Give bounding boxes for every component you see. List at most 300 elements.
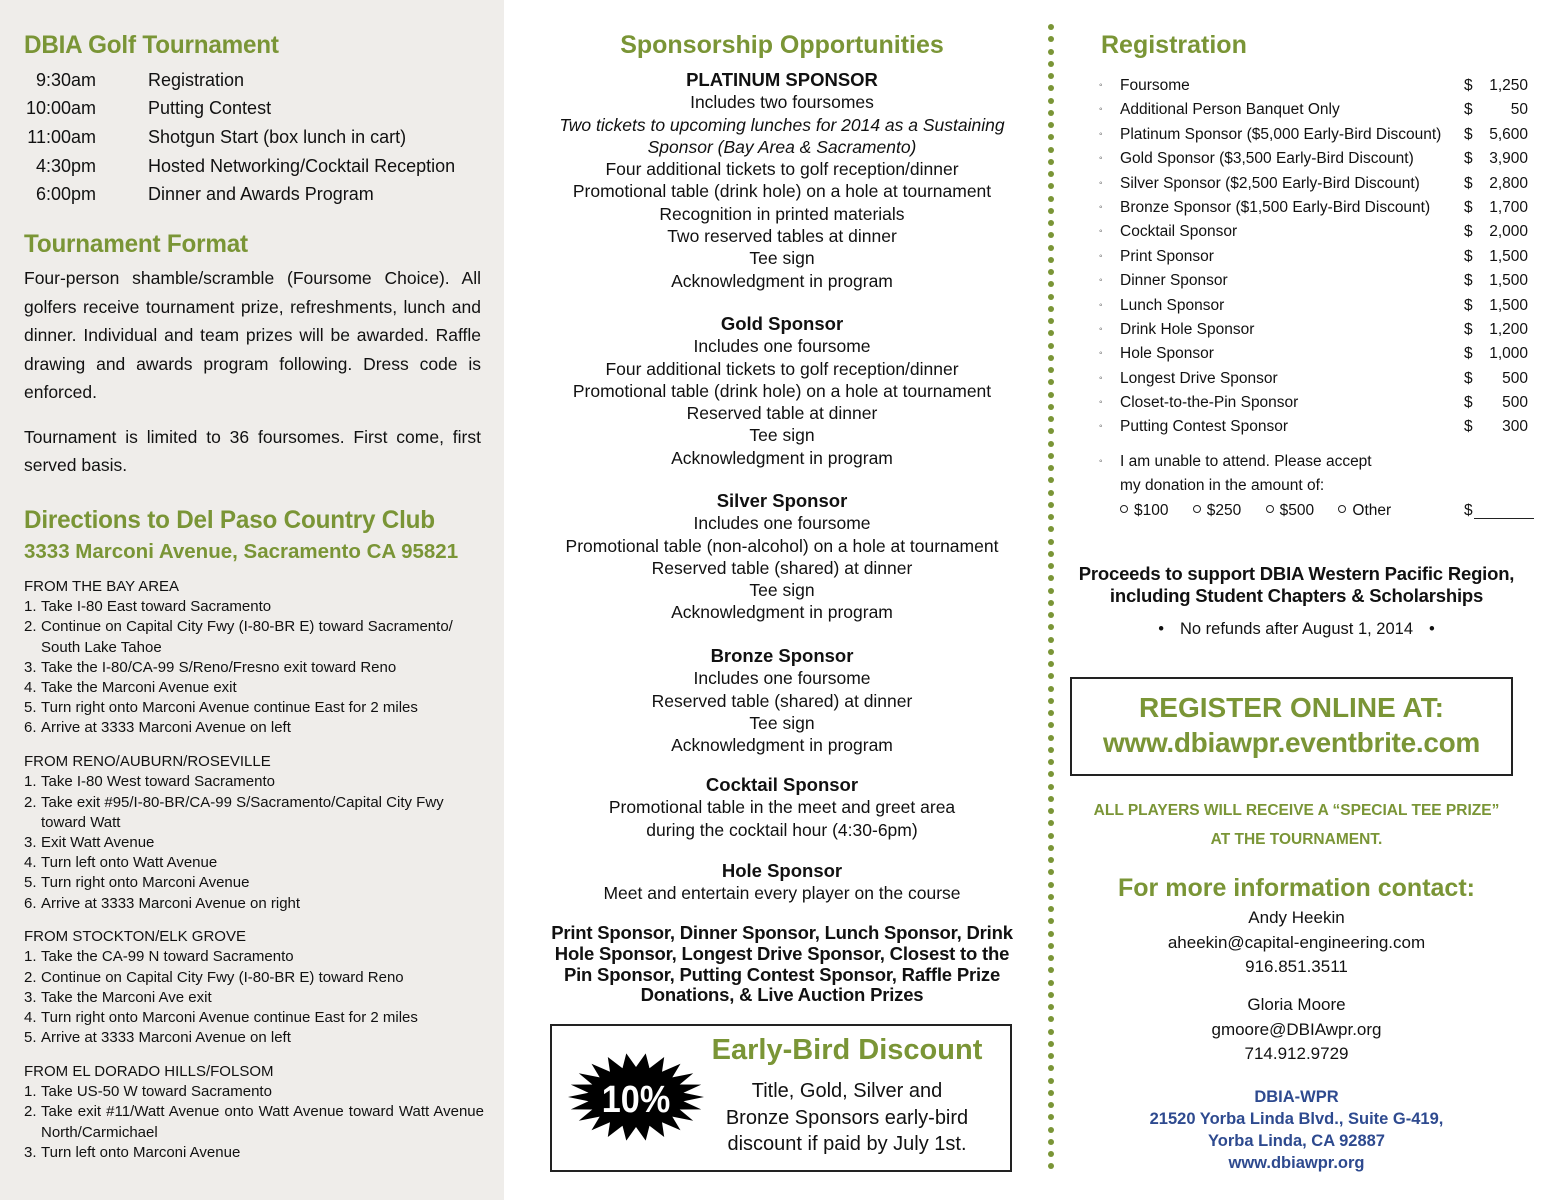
checkbox-bullet-icon[interactable]: ◦ [1099,348,1103,360]
directions-step [24,1028,484,1048]
sponsor-benefit: Tee sign [749,580,815,601]
divider-dot [1048,955,1054,961]
register-online-label: REGISTER ONLINE AT: [1139,692,1444,723]
divider-dot [1048,1090,1054,1096]
divider-dot [1048,980,1054,986]
checkbox-bullet-icon[interactable]: ◦ [1099,80,1103,91]
registration-item[interactable] [1096,294,1536,318]
donation-section [1096,450,1536,523]
step-text: Arrive at 3333 Marconi Avenue on left [41,719,291,737]
step-text: Exit Watt Avenue [41,833,155,851]
divider-dot [1048,1139,1054,1145]
divider-dot [1048,563,1054,569]
sponsor-platinum [545,69,1019,292]
registration-item-amount: 1,500 [1489,272,1528,290]
directions-heading: FROM THE BAY AREA [24,578,180,595]
sponsor-benefit: Tee sign [749,712,815,733]
divider-dot [1048,869,1054,875]
divider-dot [1048,882,1054,888]
step-number: 5. [24,699,37,717]
sponsor-benefit: Promotional table in the meet and greet area [608,797,956,818]
step-number: 3. [24,658,37,676]
step-number: 2. [24,793,37,811]
contact-email[interactable]: aheekin@capital-engineering.com [1167,932,1426,952]
divider-dot [1048,698,1054,704]
step-text: Take exit #95/I-80-BR/CA-99 S/Sacramento/Capital City Fwy toward Watt [41,793,444,831]
registration-item[interactable] [1096,220,1536,244]
starburst-icon [566,1052,706,1142]
sponsor-benefit: Sponsor (Bay Area & Sacramento) [647,136,917,157]
divider-dot [1048,649,1054,655]
registration-item[interactable] [1096,415,1536,439]
directions-step [24,678,484,698]
contact-email[interactable]: gmoore@DBIAwpr.org [1211,1019,1382,1039]
registration-item[interactable] [1096,196,1536,220]
early-bird-line: discount if paid by July 1st. [727,1133,967,1155]
checkbox-bullet-icon[interactable]: ◦ [1099,128,1103,140]
schedule-row [24,66,484,95]
sponsor-gold [545,313,1019,469]
registration-item-currency: $ [1464,77,1473,94]
divider-dot [1048,992,1054,998]
radio-icon[interactable] [1266,505,1274,513]
checkbox-bullet-icon[interactable]: ◦ [1099,153,1103,165]
directions-step [24,1102,484,1142]
early-bird-line: Bronze Sponsors early-bird [725,1106,969,1129]
divider-dot [1048,612,1054,618]
divider-dot [1048,208,1054,214]
step-text: Take the Marconi Ave exit [41,988,212,1006]
divider-dot [1048,1016,1054,1022]
donation-option-other[interactable] [1338,499,1391,523]
registration-item-amount: 500 [1502,394,1528,412]
radio-icon[interactable] [1120,505,1128,513]
checkbox-bullet-icon[interactable]: ◦ [1099,456,1103,467]
divider-dot [1048,98,1054,104]
registration-item[interactable] [1096,245,1536,269]
proceeds-line: Proceeds to support DBIA Western Pacific Region, [1078,563,1515,584]
registration-item-amount: 3,900 [1489,150,1528,168]
divider-dot [1048,906,1054,912]
contact-title: For more information contact: [1118,874,1475,902]
checkbox-bullet-icon[interactable]: ◦ [1099,275,1103,287]
donation-option-label: Other [1352,501,1392,519]
directions-step [24,698,484,718]
divider-dot [1048,588,1054,594]
sponsor-benefit: Tee sign [749,425,815,446]
divider-dot [1048,722,1054,728]
divider-dot [1048,477,1054,483]
step-text: Take the CA-99 N toward Sacramento [41,948,294,966]
registration-item-amount: 5,600 [1489,125,1528,143]
directions-step [24,617,484,657]
divider-dot [1048,600,1054,606]
sponsor-benefit: Includes one foursome [693,668,871,689]
divider-dot [1048,637,1054,643]
step-text: Take the I-80/CA-99 S/Reno/Fresno exit toward Reno [41,658,397,676]
organization-website[interactable]: www.dbiawpr.org [1228,1154,1365,1172]
other-sponsorships-line: Hole Sponsor, Longest Drive Sponsor, Closest to the [554,942,1010,964]
divider-dot [1048,771,1054,777]
divider-dot [1048,1102,1054,1108]
directions-group [24,1062,484,1163]
registration-item[interactable] [1096,74,1536,98]
divider-dot [1048,171,1054,177]
step-number: 6. [24,894,37,912]
sponsor-bronze [545,645,1019,756]
registration-item-currency: $ [1464,345,1473,363]
bullet-icon: • [1158,620,1164,638]
divider-dot [1048,404,1054,410]
divider-dot [1048,967,1054,973]
divider-dot [1048,1065,1054,1071]
registration-item-label: Platinum Sponsor ($5,000 Early-Bird Discount) [1120,125,1442,143]
divider-dot [1048,575,1054,581]
divider-dot [1048,367,1054,373]
step-text: Turn right onto Marconi Avenue continue East for 2 miles [41,1009,418,1027]
directions-step [24,1082,484,1102]
divider-dot [1048,220,1054,226]
step-text: Continue on Capital City Fwy (I-80-BR E) toward Sacramento/ South Lake Tahoe [41,618,453,656]
donation-amount-field[interactable] [1474,518,1534,519]
divider-dot [1048,1041,1054,1047]
registration-item-amount: 1,000 [1489,345,1528,363]
registration-item-label: Gold Sponsor ($3,500 Early-Bird Discount) [1120,150,1414,168]
registration-item-currency: $ [1464,369,1473,387]
step-number: 5. [24,1029,37,1047]
donation-option-500[interactable] [1266,499,1314,523]
step-text: Arrive at 3333 Marconi Avenue on left [41,1029,291,1047]
step-number: 2. [24,1103,37,1121]
format-body [24,264,481,480]
other-sponsorships-line: Print Sponsor, Dinner Sponsor, Lunch Sponsor, Drink [551,922,1013,943]
schedule-time: 4:30pm [35,155,96,176]
divider-dot [1048,232,1054,238]
directions-step [24,793,484,833]
divider-dot [1048,416,1054,422]
sponsor-benefit: Reserved table at dinner [686,403,878,424]
tee-prize-line: AT THE TOURNAMENT. [1210,831,1383,848]
divider-dot [1048,159,1054,165]
tee-prize-note [1060,796,1533,854]
early-bird-box [550,1024,1012,1172]
divider-dot [1048,343,1054,349]
step-number: 1. [24,598,37,616]
divider-dot [1048,1004,1054,1010]
step-number: 3. [24,988,37,1006]
schedule-row [24,152,484,181]
directions-heading: FROM RENO/AUBURN/ROSEVILLE [24,753,271,771]
checkbox-bullet-icon[interactable]: ◦ [1099,372,1103,384]
schedule-event: Putting Contest [148,98,272,119]
step-text: Take I-80 West toward Sacramento [41,773,275,791]
registration-item-currency: $ [1464,174,1473,192]
directions-heading: FROM EL DORADO HILLS/FOLSOM [24,1062,274,1080]
divider-dot [1048,808,1054,814]
divider-dot [1048,24,1054,30]
organization-info [1060,1086,1533,1174]
divider-dot [1048,1151,1054,1157]
divider-dot [1048,306,1054,312]
directions-step [24,1008,484,1028]
step-number: 3. [24,1143,37,1161]
directions-title: Directions to Del Paso Country Club [24,506,435,534]
divider-dot [1048,85,1054,91]
step-text: Turn right onto Marconi Avenue continue East for 2 miles [41,699,418,717]
registration-item-currency: $ [1464,418,1473,436]
register-online-link[interactable]: www.dbiawpr.eventbrite.com [1102,727,1481,758]
donation-option-100[interactable] [1120,499,1168,523]
registration-item-label: Hole Sponsor [1120,345,1214,363]
step-text: Take US-50 W toward Sacramento [41,1083,272,1101]
divider-dot [1048,710,1054,716]
divider-dot [1048,294,1054,300]
divider-dot [1048,392,1054,398]
divider-dot [1048,490,1054,496]
sponsor-name: Hole Sponsor [721,860,843,881]
sponsor-benefit: Meet and entertain every player on the course [603,883,961,904]
registration-item-amount: 1,700 [1489,198,1528,216]
directions-step [24,873,484,893]
schedule-time: 9:30am [35,69,96,90]
step-text: Turn right onto Marconi Avenue [41,874,250,892]
sponsor-benefit: Two tickets to upcoming lunches for 2014 as a Sustaining [559,114,1005,135]
sponsor-benefit: Reserved table (shared) at dinner [651,557,913,578]
refund-note [1060,620,1533,639]
schedule-row [24,180,484,209]
divider-dot [1048,330,1054,336]
sponsorship-panel [545,0,1019,1200]
directions-step [24,968,484,988]
divider-dot [1048,453,1054,459]
registration-item[interactable] [1096,342,1536,366]
checkbox-bullet-icon[interactable]: ◦ [1099,250,1103,262]
divider-dot [1048,1078,1054,1084]
divider-dot [1048,673,1054,679]
checkbox-bullet-icon[interactable]: ◦ [1099,201,1103,213]
registration-item-label: Closet-to-the-Pin Sponsor [1120,394,1299,412]
divider-dot [1048,624,1054,630]
sponsor-benefit: during the cocktail hour (4:30-6pm) [646,819,918,840]
registration-item-label: Silver Sponsor ($2,500 Early-Bird Discount) [1120,174,1420,192]
divider-dot [1048,61,1054,67]
radio-icon[interactable] [1338,505,1346,513]
registration-item[interactable] [1096,269,1536,293]
format-paragraph: Four-person shamble/scramble (Foursome Choice). All golfers receive tournament prize, refreshments, lunch and dinner. Individual and team prizes will be awarded. Raffle drawing and awards program following. Dress code is enforced. [24,268,481,402]
divider-dot [1048,73,1054,79]
registration-item[interactable] [1096,98,1536,122]
registration-item-amount: 1,250 [1489,77,1528,94]
registration-item-label: Drink Hole Sponsor [1120,320,1255,338]
registration-item-amount: 1,500 [1489,247,1528,265]
registration-item-label: Foursome [1120,77,1190,94]
divider-dot [1048,281,1054,287]
directions-group [24,577,484,739]
step-text: Arrive at 3333 Marconi Avenue on right [41,894,301,912]
registration-list [1096,74,1536,440]
dotted-divider [1046,24,1056,1176]
sponsor-name: Cocktail Sponsor [705,774,859,795]
divider-dot [1048,931,1054,937]
sponsor-hole [545,860,1019,905]
step-number: 2. [24,968,37,986]
directions-step [24,597,484,617]
donation-option-250[interactable] [1193,499,1241,523]
registration-item[interactable] [1096,147,1536,171]
step-number: 6. [24,719,37,737]
step-text: Turn left onto Marconi Avenue [41,1143,241,1161]
registration-item-label: Putting Contest Sponsor [1120,418,1289,436]
early-bird-title: Early-Bird Discount [711,1034,983,1066]
step-number: 3. [24,833,37,851]
divider-dot [1048,49,1054,55]
sponsor-benefit: Includes two foursomes [690,92,874,113]
directions-step [24,947,484,967]
divider-dot [1048,845,1054,851]
divider-dot [1048,526,1054,532]
registration-item[interactable] [1096,123,1536,147]
schedule-list [24,66,484,209]
divider-dot [1048,735,1054,741]
sponsor-benefit: Tee sign [749,248,815,269]
register-online-box [1070,677,1513,776]
registration-item-currency: $ [1464,247,1473,265]
directions-address: 3333 Marconi Avenue, Sacramento CA 95821 [24,540,459,563]
checkbox-bullet-icon[interactable]: ◦ [1099,323,1103,335]
step-number: 2. [24,618,37,636]
bullet-icon: • [1429,620,1435,638]
registration-item[interactable] [1096,391,1536,415]
proceeds-line: including Student Chapters & Scholarships [1109,585,1484,606]
registration-title: Registration [1101,31,1247,59]
directions-step [24,718,484,738]
registration-item-label: Longest Drive Sponsor [1120,369,1278,387]
directions-step [24,853,484,873]
divider-dot [1048,36,1054,42]
divider-dot [1048,796,1054,802]
step-text: Turn left onto Watt Avenue [41,854,218,872]
step-text: Take exit #11/Watt Avenue onto Watt Avenue toward Watt Avenue North/Carmichael [41,1103,484,1141]
divider-dot [1048,257,1054,263]
registration-item[interactable] [1096,367,1536,391]
registration-item-label: Lunch Sponsor [1120,296,1225,314]
schedule-row [24,95,484,124]
divider-dot [1048,441,1054,447]
divider-dot [1048,784,1054,790]
registration-item-amount: 500 [1502,369,1528,387]
sponsor-benefit: Includes one foursome [693,513,871,534]
divider-dot [1048,857,1054,863]
divider-dot [1048,1053,1054,1059]
divider-dot [1048,820,1054,826]
divider-dot [1048,943,1054,949]
registration-item-amount: 300 [1502,418,1528,436]
sponsorship-title: Sponsorship Opportunities [620,31,944,59]
refund-text: No refunds after August 1, 2014 [1180,620,1413,638]
contact-phone: 916.851.3511 [1245,957,1348,976]
registration-item-currency: $ [1464,320,1473,338]
format-title: Tournament Format [24,230,248,258]
contact-name: Gloria Moore [1247,995,1346,1014]
divider-dot [1048,183,1054,189]
registration-item-label: Dinner Sponsor [1120,272,1228,290]
checkbox-bullet-icon[interactable]: ◦ [1099,421,1103,433]
checkbox-bullet-icon[interactable]: ◦ [1099,226,1103,238]
divider-dot [1048,686,1054,692]
divider-dot [1048,514,1054,520]
divider-dot [1048,539,1054,545]
divider-dot [1048,318,1054,324]
radio-icon[interactable] [1193,505,1201,513]
donation-option-label: $250 [1206,501,1242,519]
divider-dot [1048,269,1054,275]
sponsor-silver [545,490,1019,624]
registration-item[interactable] [1096,318,1536,342]
step-text: Take the Marconi Avenue exit [41,679,237,697]
registration-item-currency: $ [1464,150,1473,168]
checkbox-bullet-icon[interactable]: ◦ [1099,177,1103,189]
schedule-time: 10:00am [25,98,96,119]
registration-item-label: Bronze Sponsor ($1,500 Early-Bird Discount) [1120,198,1431,216]
donation-currency: $ [1464,501,1473,519]
tournament-title: DBIA Golf Tournament [24,31,279,59]
divider-dot [1048,1127,1054,1133]
checkbox-bullet-icon[interactable]: ◦ [1099,299,1103,311]
directions-list [24,577,484,1176]
sponsor-name: PLATINUM SPONSOR [686,69,878,90]
step-number: 4. [24,1009,37,1027]
directions-step [24,894,484,914]
other-sponsorships-line: Donations, & Live Auction Prizes [640,984,924,1006]
registration-item[interactable] [1096,172,1536,196]
divider-dot [1048,147,1054,153]
sponsor-benefit: Acknowledgment in program [671,735,893,756]
donation-line: my donation in the amount of: [1120,477,1325,495]
donation-row[interactable] [1096,450,1536,474]
sponsor-benefit: Acknowledgment in program [671,447,893,468]
registration-item-amount: 50 [1510,101,1528,119]
sponsor-benefit: Promotional table (non-alcohol) on a hole at tournament [565,535,999,556]
checkbox-bullet-icon[interactable]: ◦ [1099,397,1103,409]
schedule-time: 11:00am [27,126,96,147]
other-sponsorships [545,923,1019,1006]
divider-dot [1048,196,1054,202]
directions-step [24,1143,484,1163]
divider-dot [1048,747,1054,753]
registration-item-currency: $ [1464,223,1473,241]
contact-phone: 714.912.9729 [1244,1044,1349,1063]
checkbox-bullet-icon[interactable]: ◦ [1099,104,1103,116]
sponsor-name: Bronze Sponsor [710,645,854,666]
registration-item-amount: 1,500 [1489,296,1528,314]
left-panel [0,0,504,1200]
registration-item-amount: 2,000 [1489,223,1528,241]
divider-dot [1048,833,1054,839]
starburst-shape [566,1052,706,1142]
discount-badge-text: 10% [601,1077,671,1121]
registration-item-amount: 1,200 [1489,320,1528,338]
donation-line: I am unable to attend. Please accept [1120,453,1372,470]
divider-dot [1048,1029,1054,1035]
directions-step [24,988,484,1008]
divider-dot [1048,379,1054,385]
schedule-time: 6:00pm [35,184,96,205]
divider-dot [1048,134,1054,140]
sponsor-benefit: Promotional table (drink hole) on a hole at tournament [572,181,992,202]
divider-dot [1048,465,1054,471]
step-number: 1. [24,1083,37,1101]
sponsor-benefit: Two reserved tables at dinner [667,226,897,247]
